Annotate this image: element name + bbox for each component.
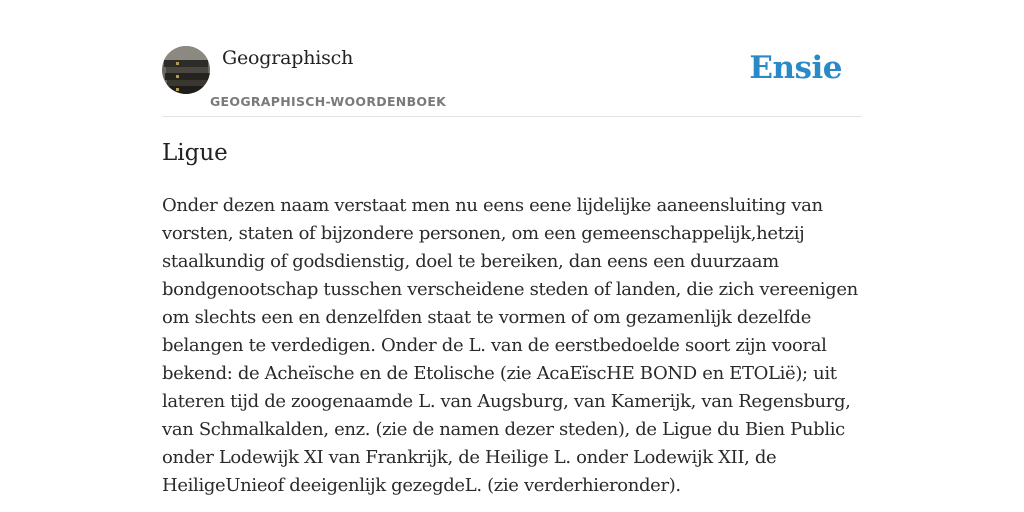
entry-title: Ligue <box>162 140 228 166</box>
source-title-link[interactable]: Geographisch <box>222 47 354 69</box>
source-header <box>162 46 862 117</box>
source-slug: GEOGRAPHISCH-WOORDENBOEK <box>210 94 447 109</box>
brand-logo-link[interactable]: Ensie <box>749 50 842 86</box>
book-stack-icon[interactable] <box>162 46 210 94</box>
entry-body: Onder dezen naam verstaat men nu eens eene lijdelijke aaneensluiting van vorsten, staten of bijzondere personen, om een gemeenschappelijk,hetzij staalkundig of godsdienstig, doel te bereiken, dan eens een duurzaam bondgenootschap tusschen verscheidene steden of landen, die zich vereenigen om slechts een en denzelfden staat te vormen of om gezamenlijk dezelfde belangen te verdedigen. Onder de L. van de eerstbedoelde soort zijn vooral bekend: de Acheïsche en de Etolische (zie AcaEïscHE BOND en ETOLië); uit lateren tijd de zoogenaamde L. van Augsburg, van Kamerijk, van Regensburg, van Schmalkalden, enz. (zie de namen dezer steden), de Ligue du Bien Public onder Lodewijk XI van Frankrijk, de Heilige L. onder Lodewijk XII, de HeiligeUnieof deeigenlijk gezegdeL. (zie verderhieronder). <box>162 195 858 496</box>
